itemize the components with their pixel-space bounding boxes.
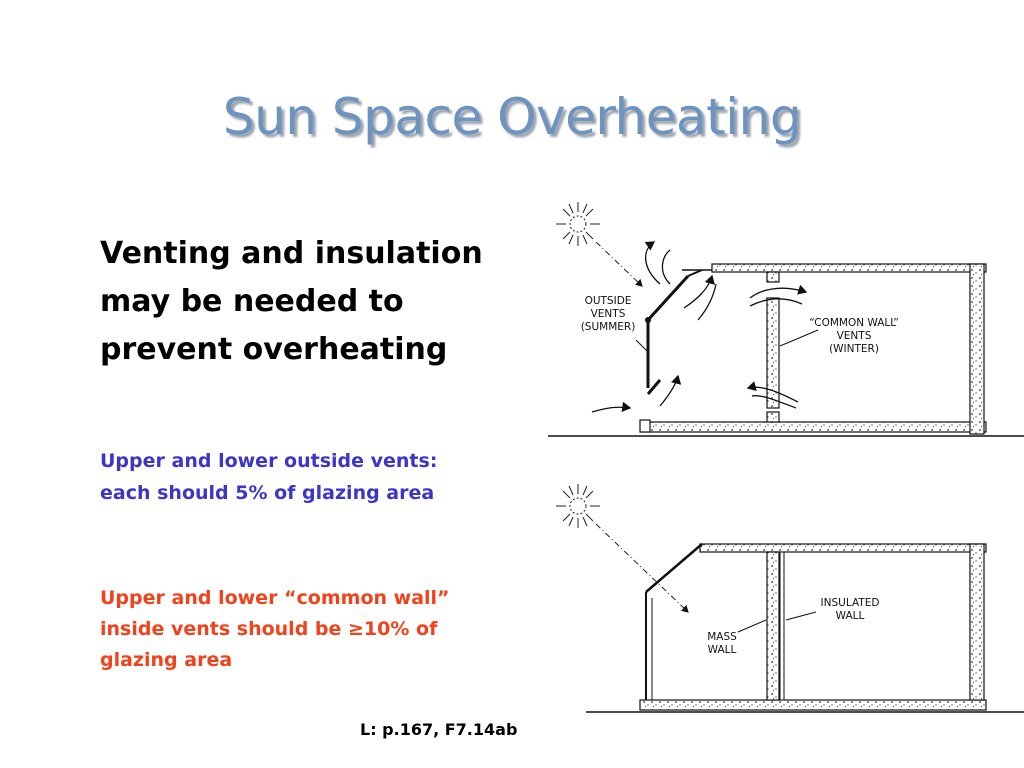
- common-wall-vents-note: Upper and lower “common wall” inside vents should be ≥10% of glazing area: [100, 587, 450, 671]
- main-heading: Venting and insulation may be needed to prevent overheating: [100, 236, 483, 367]
- common-wall-label-2: VENTS: [836, 330, 872, 342]
- common-wall-label-3: (WINTER): [829, 343, 879, 355]
- top-diagram: [548, 202, 1024, 436]
- outside-vents-label-1: OUTSIDE: [584, 295, 632, 307]
- slide-title: Sun Space Overheating: [222, 88, 802, 146]
- common-wall-label-1: “COMMON WALL”: [809, 317, 899, 329]
- sunspace-diagram: [530, 180, 1024, 720]
- bottom-diagram: [556, 484, 1024, 712]
- insulated-wall-label-1: INSULATED: [820, 597, 880, 609]
- outside-vents-note: Upper and lower outside vents: each should 5% of glazing area: [100, 450, 438, 504]
- mass-wall-label-2: WALL: [707, 644, 737, 656]
- insulated-wall-label-2: WALL: [835, 610, 865, 622]
- reference-citation: L: p.167, F7.14ab: [360, 720, 518, 739]
- outside-vents-label-2: VENTS: [590, 308, 626, 320]
- sun-icon: [556, 484, 600, 528]
- sun-icon: [556, 202, 600, 246]
- mass-wall-label-1: MASS: [707, 631, 737, 643]
- outside-vents-label-3: (SUMMER): [580, 321, 636, 333]
